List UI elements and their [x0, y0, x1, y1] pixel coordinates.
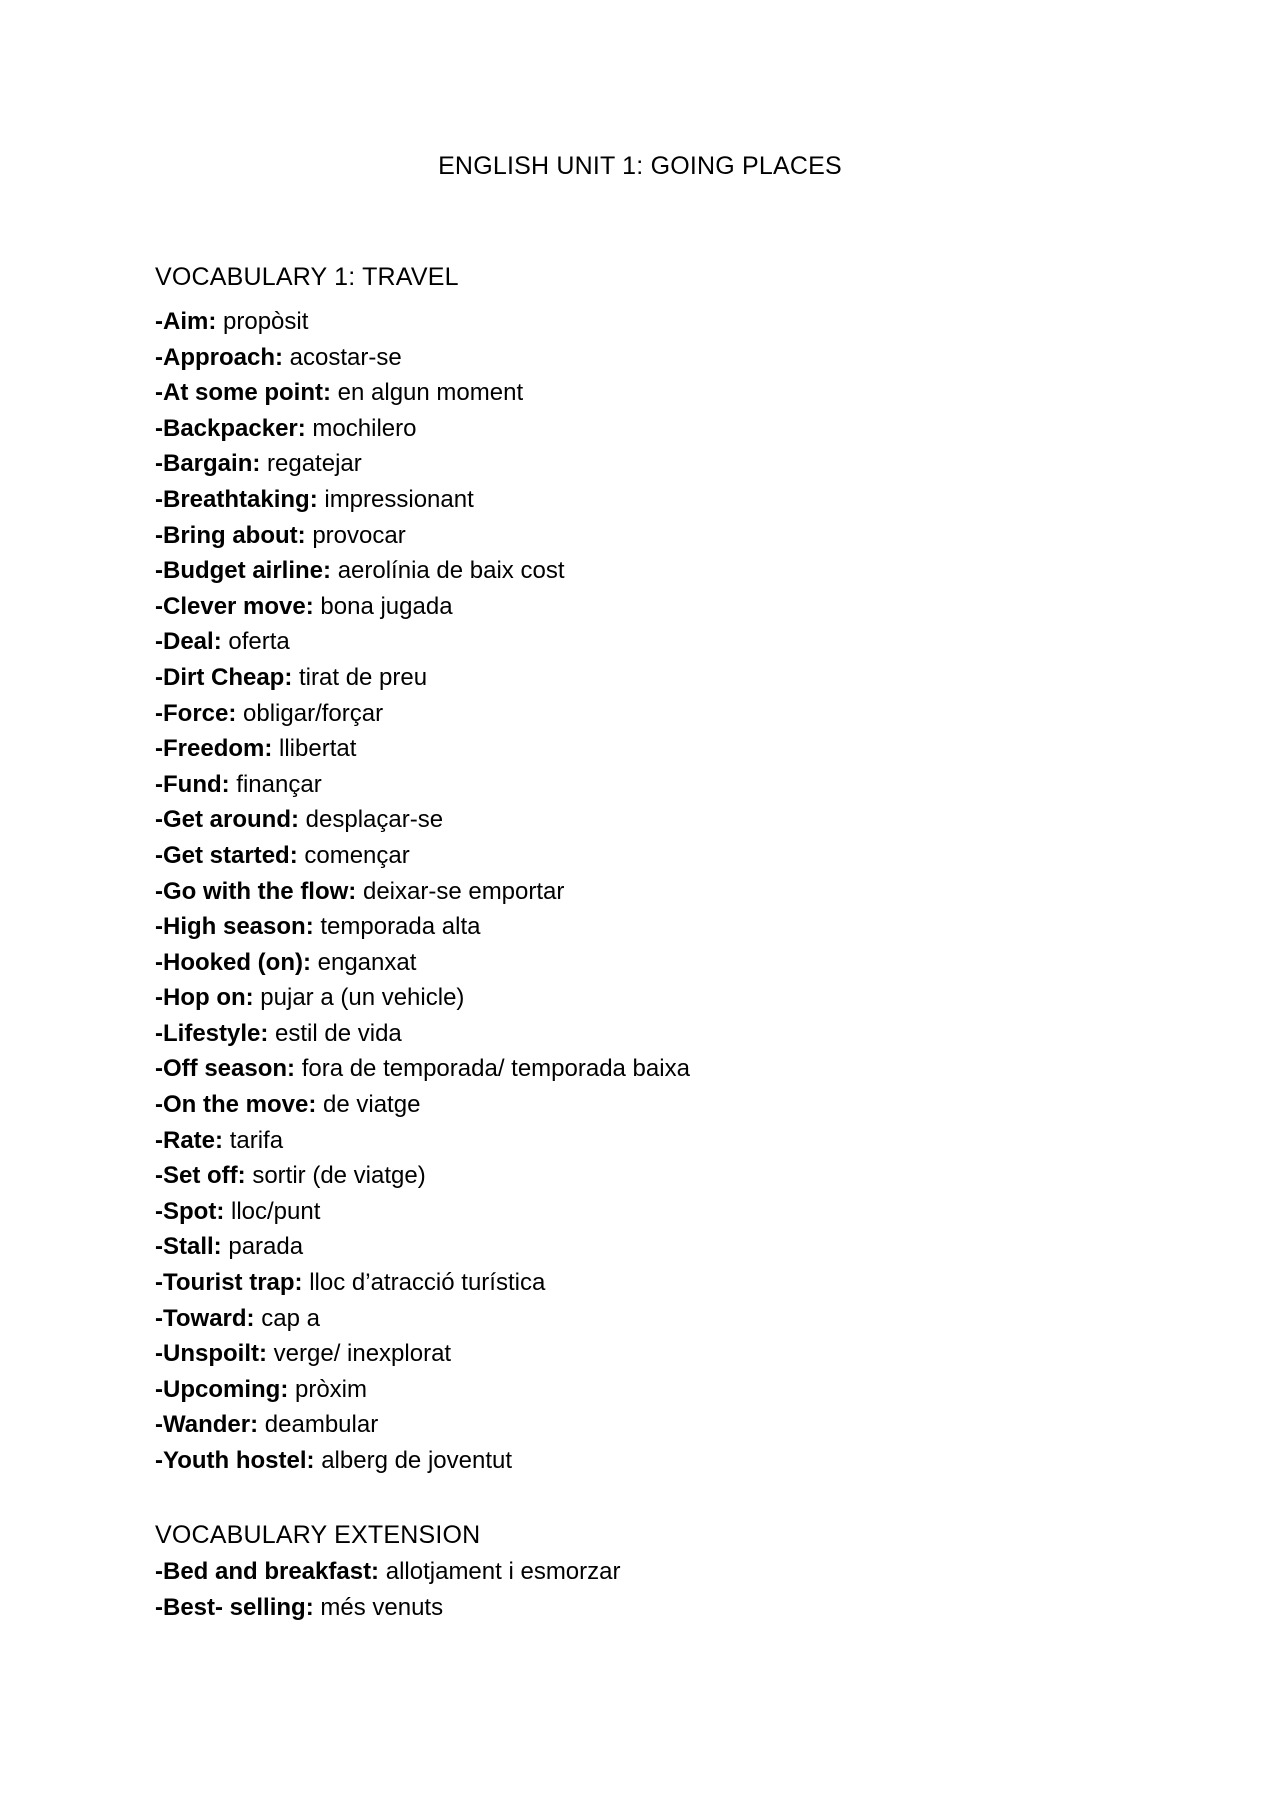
- vocab-translation: estil de vida: [275, 1019, 402, 1047]
- vocab-translation: lloc d’atracció turística: [309, 1269, 546, 1297]
- vocab-term: -Unspoilt:: [155, 1340, 267, 1368]
- vocab-term: -Dirt Cheap:: [155, 663, 293, 691]
- vocab-translation: oferta: [228, 628, 290, 656]
- vocab-entry: [155, 1407, 690, 1443]
- vocab-translation: tirat de preu: [299, 663, 428, 691]
- vocab-entry: [155, 1336, 690, 1372]
- vocab-term: -Bed and breakfast:: [155, 1558, 380, 1585]
- vocab-entry: [155, 589, 690, 625]
- vocab-term: -Spot:: [155, 1197, 225, 1225]
- vocab-entry: [155, 518, 690, 554]
- vocab-term: -Youth hostel:: [155, 1447, 315, 1474]
- vocab-list: [155, 1554, 620, 1625]
- vocab-term: -Best- selling:: [155, 1593, 314, 1621]
- vocab-entry: [155, 1123, 690, 1159]
- vocab-term: -Bring about:: [155, 521, 306, 549]
- vocab-translation: començar: [304, 841, 410, 869]
- vocab-translation: enganxat: [317, 948, 417, 976]
- vocab-term: -Lifestyle:: [155, 1019, 269, 1047]
- vocab-term: -Bargain:: [155, 450, 261, 478]
- vocab-translation: bona jugada: [320, 592, 453, 620]
- vocab-entry: [155, 482, 690, 518]
- vocab-entry: [155, 375, 690, 411]
- vocab-translation: lloc/punt: [230, 1197, 321, 1225]
- vocab-translation: de viatge: [323, 1091, 421, 1119]
- vocab-entry: [155, 945, 690, 981]
- vocab-term: -Hop on:: [155, 984, 254, 1012]
- vocab-translation: desplaçar-se: [305, 806, 444, 834]
- vocab-term: -Get around:: [155, 806, 299, 834]
- vocab-translation: més venuts: [320, 1593, 444, 1621]
- vocab-entry: [155, 1372, 690, 1408]
- vocab-entry: [155, 1590, 620, 1626]
- vocab-translation: temporada alta: [320, 913, 481, 941]
- vocab-translation: verge/ inexplorat: [273, 1340, 452, 1368]
- vocab-term: -On the move:: [155, 1091, 317, 1119]
- vocab-translation: provocar: [312, 521, 406, 549]
- vocab-entry: [155, 1158, 690, 1194]
- vocab-entry: [155, 553, 690, 589]
- section-heading: VOCABULARY 1: TRAVEL: [155, 263, 459, 291]
- vocab-translation: deixar-se emportar: [362, 877, 565, 905]
- vocab-entry: [155, 624, 690, 660]
- vocab-term: -Go with the flow:: [155, 877, 357, 905]
- vocab-entry: [155, 802, 690, 838]
- vocab-entry: [155, 874, 690, 910]
- vocab-entry: [155, 1051, 690, 1087]
- vocab-translation: sortir (de viatge): [252, 1162, 426, 1190]
- vocab-entry: [155, 838, 690, 874]
- vocab-translation: fora de temporada/ temporada baixa: [301, 1055, 690, 1083]
- vocab-list: [155, 304, 690, 1479]
- vocab-entry: [155, 1016, 690, 1052]
- vocab-term: -Clever move:: [155, 592, 314, 620]
- vocab-term: -Approach:: [155, 343, 283, 371]
- vocab-translation: aerolínia de baix cost: [337, 557, 565, 585]
- vocab-translation: impressionant: [324, 485, 474, 513]
- vocab-entry: [155, 767, 690, 803]
- section-vocabulary-extension: [155, 1520, 620, 1625]
- vocab-term: -Freedom:: [155, 735, 273, 763]
- vocab-term: -Fund:: [155, 770, 230, 798]
- vocab-entry: [155, 411, 690, 447]
- vocab-entry: [155, 980, 690, 1016]
- vocab-entry: [155, 304, 690, 340]
- vocab-term: -Budget airline:: [155, 557, 332, 585]
- vocab-term: -Breathtaking:: [155, 485, 318, 513]
- vocab-term: -Set off:: [155, 1162, 246, 1190]
- vocab-term: -Hooked (on):: [155, 948, 311, 976]
- vocab-entry: [155, 1443, 690, 1479]
- vocab-entry: [155, 1194, 690, 1230]
- vocab-translation: acostar-se: [289, 343, 402, 371]
- vocab-entry: [155, 1087, 690, 1123]
- vocab-translation: en algun moment: [337, 379, 524, 407]
- vocab-term: -Force:: [155, 699, 237, 727]
- vocab-translation: obligar/forçar: [243, 699, 384, 727]
- vocab-translation: tarifa: [229, 1126, 284, 1154]
- vocab-translation: finançar: [236, 770, 322, 798]
- vocab-term: -Aim:: [155, 308, 217, 335]
- vocab-entry: [155, 731, 690, 767]
- vocab-translation: alberg de joventut: [321, 1447, 513, 1474]
- vocab-translation: deambular: [264, 1411, 379, 1439]
- vocab-term: -Tourist trap:: [155, 1269, 303, 1297]
- vocab-entry: [155, 446, 690, 482]
- vocab-entry: [155, 1301, 690, 1337]
- vocab-translation: allotjament i esmorzar: [385, 1558, 621, 1585]
- vocab-translation: propòsit: [223, 308, 309, 335]
- vocab-term: -High season:: [155, 913, 314, 941]
- vocab-entry: [155, 1554, 620, 1590]
- vocab-term: -Get started:: [155, 841, 298, 869]
- vocab-entry: [155, 909, 690, 945]
- vocab-translation: pujar a (un vehicle): [260, 984, 465, 1012]
- vocab-entry: [155, 1265, 690, 1301]
- vocab-term: -Stall:: [155, 1233, 222, 1261]
- vocab-translation: pròxim: [294, 1375, 367, 1403]
- vocab-term: -At some point:: [155, 379, 331, 407]
- vocab-term: -Upcoming:: [155, 1375, 289, 1403]
- vocab-term: -Deal:: [155, 628, 222, 656]
- vocab-entry: [155, 696, 690, 732]
- vocab-translation: llibertat: [279, 735, 357, 763]
- vocab-translation: regatejar: [267, 450, 362, 478]
- vocab-term: -Rate:: [155, 1126, 224, 1154]
- vocab-term: -Toward:: [155, 1304, 255, 1332]
- section-heading: VOCABULARY EXTENSION: [155, 1521, 481, 1549]
- vocab-term: -Off season:: [155, 1055, 296, 1083]
- vocab-entry: [155, 340, 690, 376]
- vocab-term: -Backpacker:: [155, 414, 306, 442]
- vocab-entry: [155, 1229, 690, 1265]
- vocab-term: -Wander:: [155, 1411, 259, 1439]
- vocab-translation: parada: [228, 1233, 304, 1261]
- vocab-entry: [155, 660, 690, 696]
- vocab-translation: cap a: [261, 1304, 320, 1332]
- vocab-translation: mochilero: [312, 414, 417, 442]
- document-title: ENGLISH UNIT 1: GOING PLACES: [438, 152, 842, 180]
- section-vocabulary-travel: [155, 262, 690, 1479]
